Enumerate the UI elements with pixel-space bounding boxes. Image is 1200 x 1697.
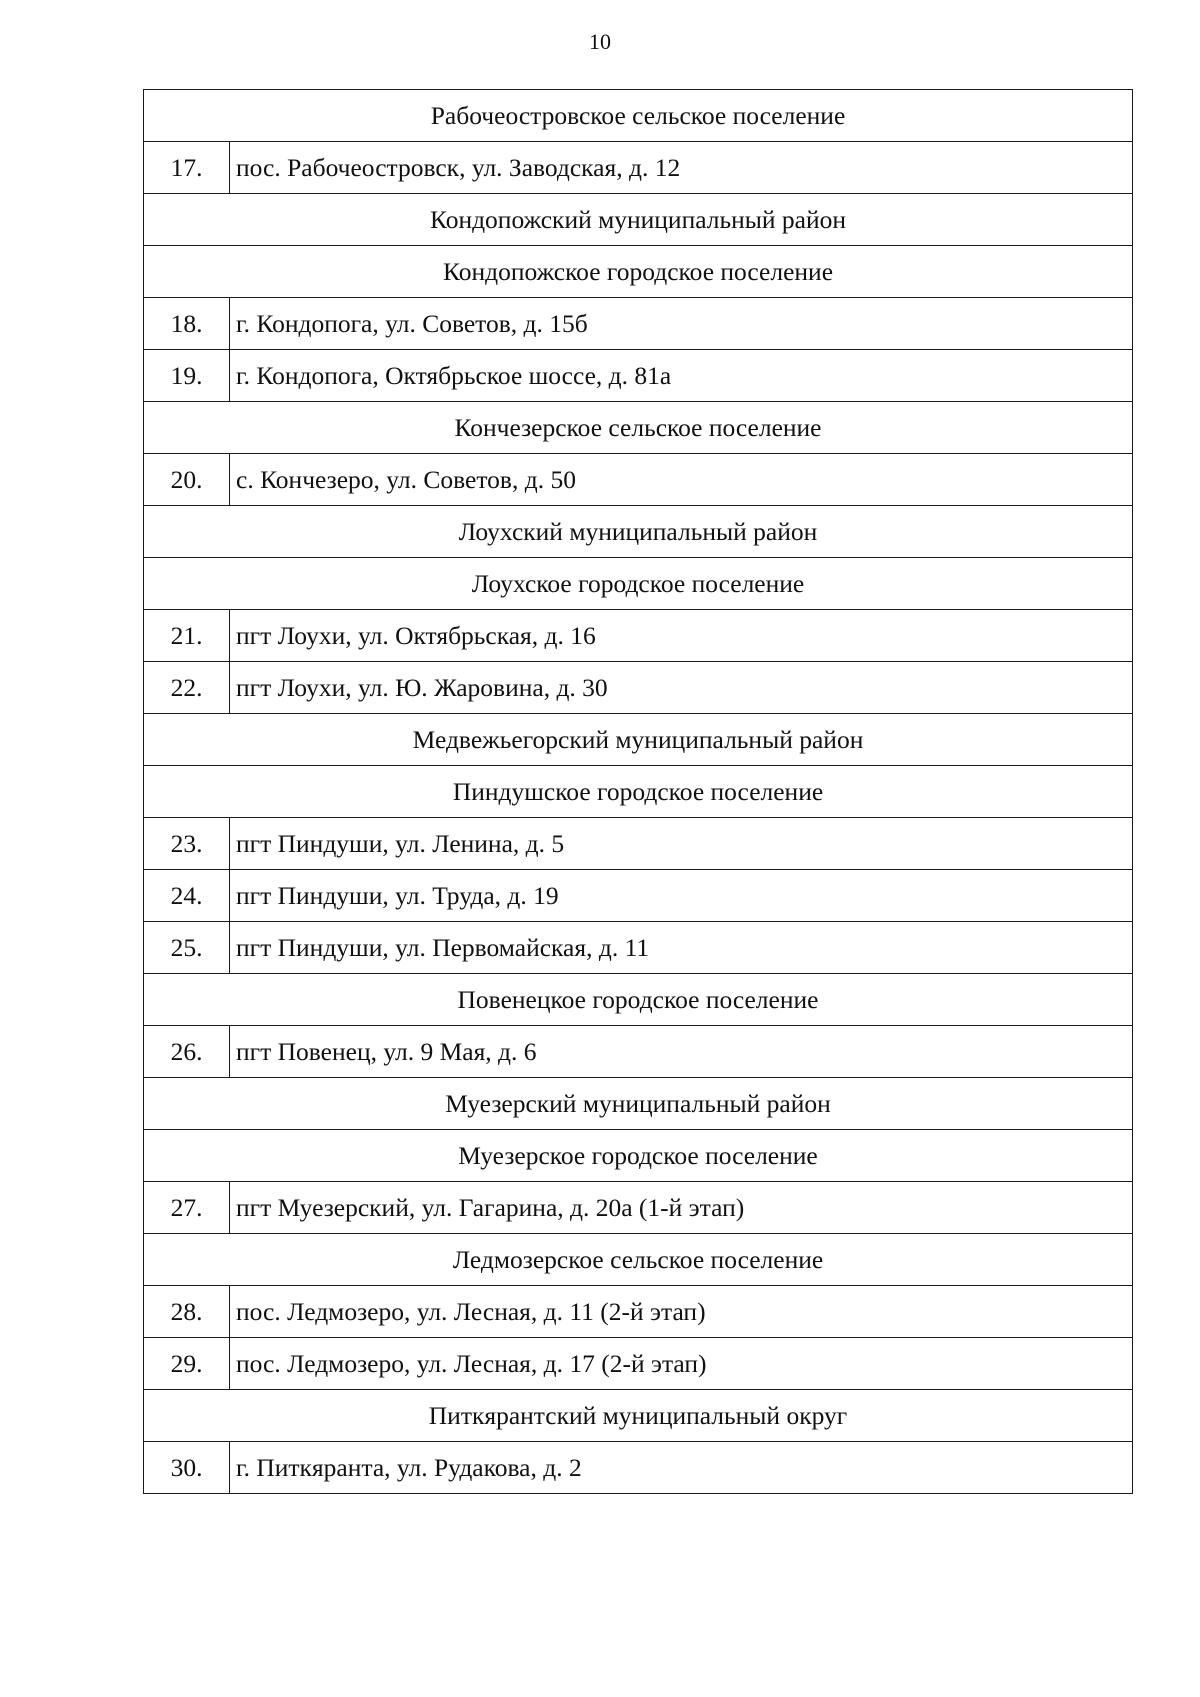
table-row bbox=[144, 454, 1133, 506]
row-address: пос. Рабочеостровск, ул. Заводская, д. 12 bbox=[230, 142, 1133, 194]
table-row bbox=[144, 870, 1133, 922]
row-number: 21. bbox=[144, 610, 230, 662]
section-header-text: Ледмозерское сельское поселение bbox=[144, 1234, 1133, 1286]
section-header-row bbox=[144, 714, 1133, 766]
page-number: 10 bbox=[589, 29, 611, 54]
row-number: 18. bbox=[144, 298, 230, 350]
section-header-row bbox=[144, 194, 1133, 246]
section-header-text: Кондопожское городское поселение bbox=[144, 246, 1133, 298]
section-header-row bbox=[144, 1390, 1133, 1442]
address-table bbox=[143, 89, 1133, 1494]
section-header-row bbox=[144, 402, 1133, 454]
row-address: пос. Ледмозеро, ул. Лесная, д. 11 (2-й этап) bbox=[230, 1286, 1133, 1338]
section-header-text: Кончезерское сельское поселение bbox=[144, 402, 1133, 454]
row-address: пгт Пиндуши, ул. Первомайская, д. 11 bbox=[230, 922, 1133, 974]
table-row bbox=[144, 662, 1133, 714]
row-number: 17. bbox=[144, 142, 230, 194]
section-header-row bbox=[144, 558, 1133, 610]
row-number: 20. bbox=[144, 454, 230, 506]
section-header-row bbox=[144, 506, 1133, 558]
row-address: пгт Лоухи, ул. Октябрьская, д. 16 bbox=[230, 610, 1133, 662]
row-address: г. Кондопога, Октябрьское шоссе, д. 81а bbox=[230, 350, 1133, 402]
row-number: 23. bbox=[144, 818, 230, 870]
section-header-row bbox=[144, 90, 1133, 142]
row-number: 27. bbox=[144, 1182, 230, 1234]
row-address: пгт Лоухи, ул. Ю. Жаровина, д. 30 bbox=[230, 662, 1133, 714]
row-address: пгт Муезерский, ул. Гагарина, д. 20а (1-й этап) bbox=[230, 1182, 1133, 1234]
table-row bbox=[144, 818, 1133, 870]
table-row bbox=[144, 350, 1133, 402]
section-header-row bbox=[144, 766, 1133, 818]
row-number: 22. bbox=[144, 662, 230, 714]
table-row bbox=[144, 1338, 1133, 1390]
row-address: г. Кондопога, ул. Советов, д. 15б bbox=[230, 298, 1133, 350]
section-header-text: Муезерское городское поселение bbox=[144, 1130, 1133, 1182]
table-row bbox=[144, 298, 1133, 350]
address-table-body bbox=[144, 90, 1133, 1494]
section-header-text: Муезерский муниципальный район bbox=[144, 1078, 1133, 1130]
section-header-row bbox=[144, 1130, 1133, 1182]
row-address: пгт Повенец, ул. 9 Мая, д. 6 bbox=[230, 1026, 1133, 1078]
row-address: пос. Ледмозеро, ул. Лесная, д. 17 (2-й этап) bbox=[230, 1338, 1133, 1390]
row-address: г. Питкяранта, ул. Рудакова, д. 2 bbox=[230, 1442, 1133, 1494]
section-header-text: Пиндушское городское поселение bbox=[144, 766, 1133, 818]
section-header-text: Медвежьегорский муниципальный район bbox=[144, 714, 1133, 766]
table-row bbox=[144, 142, 1133, 194]
section-header-text: Питкярантский муниципальный округ bbox=[144, 1390, 1133, 1442]
section-header-text: Лоухский муниципальный район bbox=[144, 506, 1133, 558]
row-number: 19. bbox=[144, 350, 230, 402]
table-row bbox=[144, 922, 1133, 974]
row-number: 25. bbox=[144, 922, 230, 974]
row-number: 28. bbox=[144, 1286, 230, 1338]
table-row bbox=[144, 1442, 1133, 1494]
section-header-text: Лоухское городское поселение bbox=[144, 558, 1133, 610]
row-address: с. Кончезеро, ул. Советов, д. 50 bbox=[230, 454, 1133, 506]
row-address: пгт Пиндуши, ул. Ленина, д. 5 bbox=[230, 818, 1133, 870]
table-row bbox=[144, 1286, 1133, 1338]
table-row bbox=[144, 610, 1133, 662]
row-address: пгт Пиндуши, ул. Труда, д. 19 bbox=[230, 870, 1133, 922]
section-header-text: Повенецкое городское поселение bbox=[144, 974, 1133, 1026]
row-number: 26. bbox=[144, 1026, 230, 1078]
section-header-row bbox=[144, 974, 1133, 1026]
row-number: 29. bbox=[144, 1338, 230, 1390]
section-header-text: Рабочеостровское сельское поселение bbox=[144, 90, 1133, 142]
row-number: 30. bbox=[144, 1442, 230, 1494]
section-header-row bbox=[144, 1234, 1133, 1286]
table-row bbox=[144, 1026, 1133, 1078]
row-number: 24. bbox=[144, 870, 230, 922]
section-header-text: Кондопожский муниципальный район bbox=[144, 194, 1133, 246]
table-row bbox=[144, 1182, 1133, 1234]
section-header-row bbox=[144, 246, 1133, 298]
section-header-row bbox=[144, 1078, 1133, 1130]
